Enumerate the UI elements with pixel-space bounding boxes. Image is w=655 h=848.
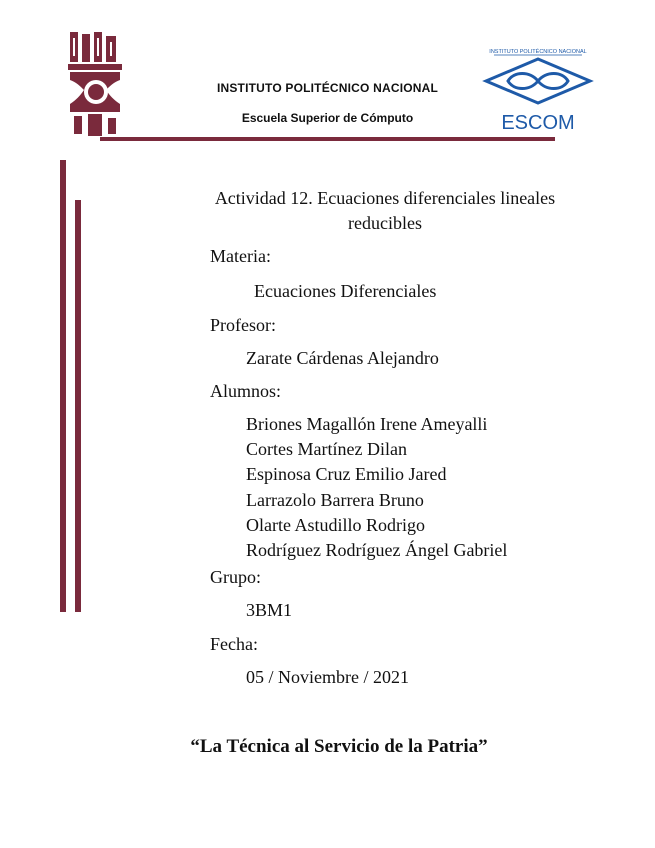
side-bar-outer xyxy=(60,160,66,612)
ipn-logo xyxy=(66,30,126,138)
profesor-value: Zarate Cárdenas Alejandro xyxy=(246,348,439,368)
fecha-label: Fecha: xyxy=(210,634,258,654)
motto: “La Técnica al Servicio de la Patria” xyxy=(190,736,488,757)
profesor-label: Profesor: xyxy=(210,315,276,335)
student-name: Larrazolo Barrera Bruno xyxy=(246,490,424,510)
escom-logo-caption: INSTITUTO POLITÉCNICO NACIONAL xyxy=(489,49,587,55)
grupo-label: Grupo: xyxy=(210,567,261,587)
activity-title: Actividad 12. Ecuaciones diferenciales lineales reducibles xyxy=(214,188,556,233)
side-bar-inner xyxy=(75,200,81,612)
student-name: Olarte Astudillo Rodrigo xyxy=(246,515,425,535)
header-divider xyxy=(100,137,555,141)
student-name: Briones Magallón Irene Ameyalli xyxy=(246,414,488,434)
institute-name: INSTITUTO POLITÉCNICO NACIONAL xyxy=(216,81,439,95)
student-name: Rodríguez Rodríguez Ángel Gabriel xyxy=(246,540,508,560)
student-name: Cortes Martínez Dilan xyxy=(246,439,407,459)
materia-label: Materia: xyxy=(210,246,271,266)
escom-logo-text: ESCOM xyxy=(501,112,575,133)
escom-logo xyxy=(480,45,596,133)
materia-value: Ecuaciones Diferenciales xyxy=(254,281,437,301)
alumnos-label: Alumnos: xyxy=(210,381,282,401)
fecha-value: 05 / Noviembre / 2021 xyxy=(246,667,409,687)
school-name: Escuela Superior de Cómputo xyxy=(241,111,414,125)
grupo-value: 3BM1 xyxy=(246,600,293,620)
student-name: Espinosa Cruz Emilio Jared xyxy=(246,464,447,484)
